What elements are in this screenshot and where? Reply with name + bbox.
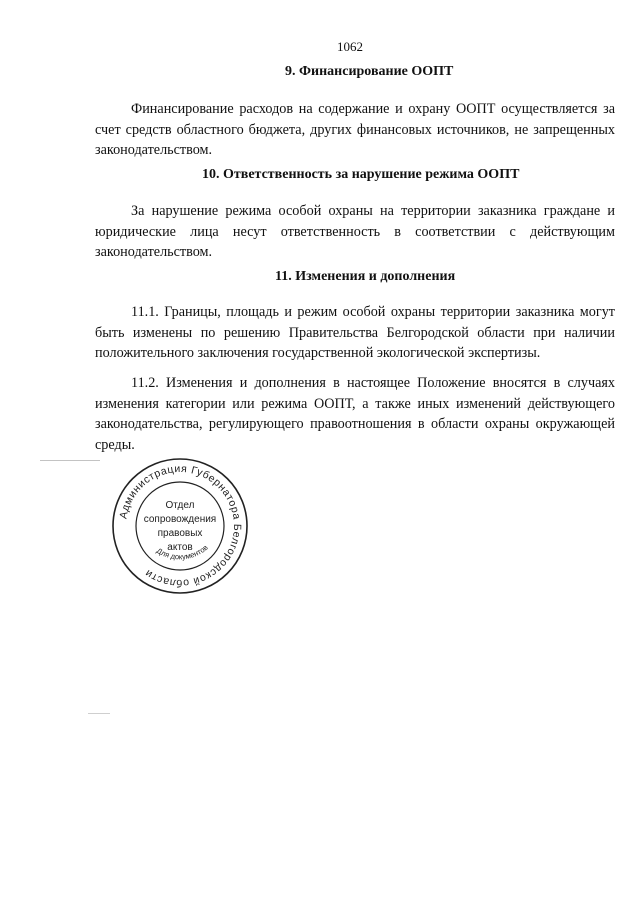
paragraph-text: За нарушение режима особой охраны на территории заказника граждане и юридические лица несут ответственность в соответствии с действующим законодательством. (95, 203, 615, 260)
section-11-heading: 11. Изменения и дополнения (275, 269, 456, 284)
stamp-center-line-2: сопровождения (143, 514, 217, 525)
stamp-center-line-1: Отдел (165, 500, 195, 511)
paragraph-text: 11.2. Изменения и дополнения в настоящее Положение вносятся в случаях изменения категории или режима ООПТ, а также иных изменений действующего законодательства, регулирующего правоотношения в области охраны окружающей среды. (95, 375, 615, 453)
section-10-heading: 10. Ответственность за нарушение режима ООПТ (202, 167, 520, 182)
stamp-seal (110, 456, 250, 596)
page-number: 1062 (337, 39, 363, 54)
paragraph-text: Финансирование расходов на содержание и охрану ООПТ осуществляется за счет средств областного бюджета, других финансовых источников, не запрещенных законодательством. (95, 101, 615, 158)
section-9-paragraph (95, 99, 615, 161)
section-9-heading: 9. Финансирование ООПТ (285, 64, 454, 79)
scan-mark (40, 460, 100, 461)
paragraph-text: 11.1. Границы, площадь и режим особой охраны территории заказника могут быть изменены по решению Правительства Белгородской области при наличии положительного заключения государственной экологической экспертизы. (95, 304, 615, 361)
stamp-svg (110, 456, 250, 596)
stamp-bottom-text: Для документов (155, 543, 210, 562)
section-11-paragraph-2 (95, 373, 615, 455)
stamp-outer-text: Администрация Губернатора Белгородской области (117, 462, 244, 590)
scan-mark (88, 713, 110, 714)
stamp-center-line-4: актов (167, 542, 193, 553)
stamp-center-line-3: правовых (157, 528, 203, 539)
section-10-paragraph (95, 201, 615, 263)
section-11-paragraph-1 (95, 302, 615, 364)
